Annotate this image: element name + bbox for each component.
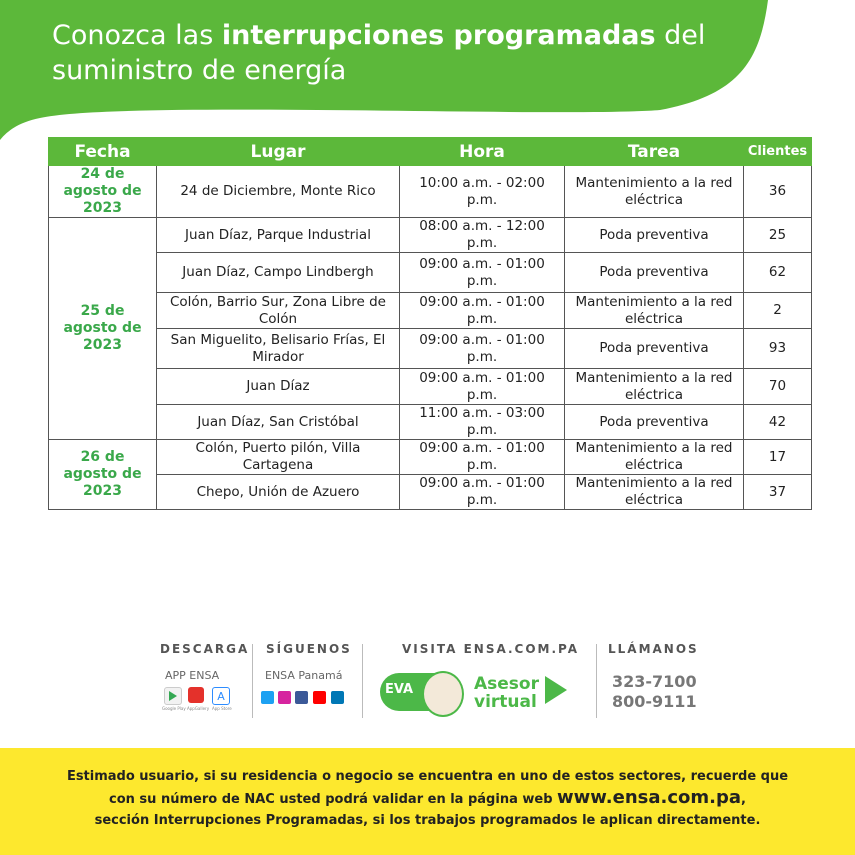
header-hora: Hora — [400, 138, 565, 166]
lugar-cell: Colón, Puerto pilón, Villa Cartagena — [157, 440, 400, 475]
title-bold-text: interrupciones programadas — [221, 20, 656, 51]
table-row — [49, 166, 812, 218]
divider — [362, 644, 363, 718]
header-banner — [0, 0, 855, 140]
table-row — [49, 218, 812, 253]
header-lugar: Lugar — [157, 138, 400, 166]
clientes-cell: 25 — [744, 218, 812, 253]
tarea-cell: Mantenimiento a la red eléctrica — [565, 369, 744, 405]
asesor-label: Asesor — [474, 674, 539, 694]
divider — [596, 644, 597, 718]
header-clientes: Clientes — [744, 138, 812, 166]
tarea-cell: Poda preventiva — [565, 405, 744, 440]
outage-table — [48, 137, 812, 510]
clientes-cell: 42 — [744, 405, 812, 440]
descarga-heading: DESCARGA — [160, 642, 250, 656]
title-text-end: del suministro de energía — [52, 20, 706, 86]
app-store-icon[interactable] — [212, 687, 230, 705]
clientes-cell: 2 — [744, 293, 812, 329]
hora-cell: 11:00 a.m. - 03:00 p.m. — [400, 405, 565, 440]
contact-footer — [0, 642, 855, 722]
google-play-icon[interactable] — [164, 687, 182, 705]
siguenos-heading: SÍGUENOS — [266, 642, 352, 656]
facebook-icon[interactable] — [295, 691, 308, 704]
hora-cell: 09:00 a.m. - 01:00 p.m. — [400, 440, 565, 475]
lugar-cell: Juan Díaz — [157, 369, 400, 405]
table-row — [49, 329, 812, 369]
visita-heading: VISITA ENSA.COM.PA — [402, 642, 580, 656]
header-fecha: Fecha — [49, 138, 157, 166]
tarea-cell: Mantenimiento a la red eléctrica — [565, 293, 744, 329]
tarea-cell: Mantenimiento a la red eléctrica — [565, 440, 744, 475]
hora-cell: 08:00 a.m. - 12:00 p.m. — [400, 218, 565, 253]
youtube-icon[interactable] — [313, 691, 326, 704]
divider — [252, 644, 253, 718]
linkedin-icon[interactable] — [331, 691, 344, 704]
date-cell: 26 de agosto de 2023 — [49, 440, 157, 510]
tarea-cell: Mantenimiento a la red eléctrica — [565, 166, 744, 218]
page-title — [52, 18, 812, 88]
clientes-cell: 62 — [744, 253, 812, 293]
app-name: APP ENSA — [165, 669, 220, 682]
tarea-cell: Poda preventiva — [565, 253, 744, 293]
lugar-cell: Juan Díaz, Parque Industrial — [157, 218, 400, 253]
instagram-icon[interactable] — [278, 691, 291, 704]
hora-cell: 09:00 a.m. - 01:00 p.m. — [400, 329, 565, 369]
date-cell: 24 de agosto de 2023 — [49, 166, 157, 218]
header-tarea: Tarea — [565, 138, 744, 166]
hora-cell: 09:00 a.m. - 01:00 p.m. — [400, 369, 565, 405]
clientes-cell: 17 — [744, 440, 812, 475]
appgallery-icon[interactable] — [188, 687, 204, 703]
tarea-cell: Poda preventiva — [565, 329, 744, 369]
eva-label: EVA — [385, 682, 414, 697]
table-row — [49, 440, 812, 475]
date-cell: 25 de agosto de 2023 — [49, 218, 157, 440]
website-link[interactable]: www.ensa.com.pa — [557, 787, 742, 808]
table-header-row — [49, 138, 812, 166]
lugar-cell: 24 de Diciembre, Monte Rico — [157, 166, 400, 218]
table-row — [49, 253, 812, 293]
table-row — [49, 475, 812, 510]
lugar-cell: Juan Díaz, Campo Lindbergh — [157, 253, 400, 293]
hora-cell: 09:00 a.m. - 01:00 p.m. — [400, 253, 565, 293]
app-store-label: App Store — [212, 706, 232, 711]
hora-cell: 09:00 a.m. - 01:00 p.m. — [400, 475, 565, 510]
lugar-cell: Juan Díaz, San Cristóbal — [157, 405, 400, 440]
lugar-cell: Chepo, Unión de Azuero — [157, 475, 400, 510]
title-text: Conozca las — [52, 20, 222, 51]
table-row — [49, 405, 812, 440]
eva-avatar — [422, 671, 464, 717]
twitter-icon[interactable] — [261, 691, 274, 704]
lugar-cell: Colón, Barrio Sur, Zona Libre de Colón — [157, 293, 400, 329]
clientes-cell: 70 — [744, 369, 812, 405]
clientes-cell: 36 — [744, 166, 812, 218]
clientes-cell: 93 — [744, 329, 812, 369]
phone-number-1[interactable]: 323-7100 — [612, 672, 697, 691]
hora-cell: 10:00 a.m. - 02:00 p.m. — [400, 166, 565, 218]
lugar-cell: San Miguelito, Belisario Frías, El Mirador — [157, 329, 400, 369]
notice-line-2 — [20, 787, 835, 810]
llamanos-heading: LLÁMANOS — [608, 642, 699, 656]
appgallery-label: AppGallery — [187, 706, 210, 711]
google-play-label: Google Play — [162, 706, 186, 711]
table-row — [49, 369, 812, 405]
notice-line-3: sección Interrupciones Programadas, si los trabajos programados le aplican directamente. — [94, 813, 761, 828]
svg-text:A: A — [217, 690, 225, 703]
notice-line-2-text: con su número de NAC usted podrá validar en la página web — [109, 792, 558, 807]
phone-number-2[interactable]: 800-9111 — [612, 692, 697, 711]
play-arrow-icon[interactable] — [545, 676, 567, 704]
virtual-label: virtual — [474, 692, 537, 712]
notice-line-2-end: , — [741, 792, 746, 807]
notice-text — [20, 766, 835, 831]
table-row — [49, 293, 812, 329]
notice-line-1: Estimado usuario, si su residencia o negocio se encuentra en uno de estos sectores, recuerde que — [66, 769, 789, 784]
hora-cell: 09:00 a.m. - 01:00 p.m. — [400, 293, 565, 329]
tarea-cell: Mantenimiento a la red eléctrica — [565, 475, 744, 510]
social-name: ENSA Panamá — [265, 669, 343, 682]
tarea-cell: Poda preventiva — [565, 218, 744, 253]
clientes-cell: 37 — [744, 475, 812, 510]
